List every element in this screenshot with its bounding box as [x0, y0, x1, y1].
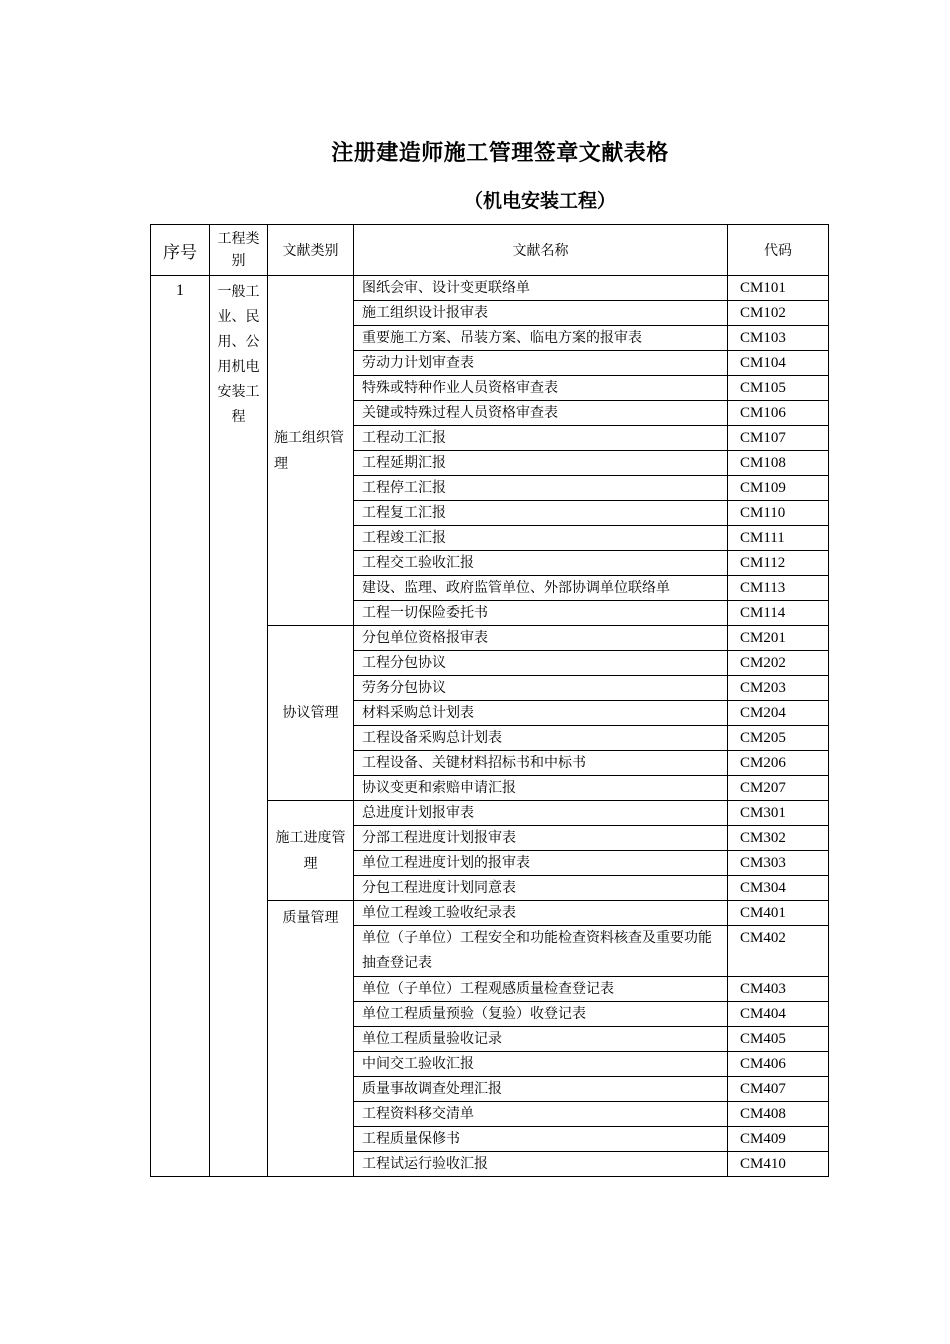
- doc-code-cell: CM408: [728, 1102, 829, 1127]
- category-schedule: 施工进度管理: [268, 801, 354, 901]
- doc-code-cell: CM405: [728, 1027, 829, 1052]
- header-doc-category: 文献类别: [268, 225, 354, 276]
- doc-code-cell: CM304: [728, 876, 829, 901]
- doc-name-cell: 分包工程进度计划同意表: [354, 876, 728, 901]
- doc-code-cell: CM402: [728, 926, 829, 977]
- doc-name-cell: 中间交工验收汇报: [354, 1052, 728, 1077]
- doc-name-cell: 工程资料移交清单: [354, 1102, 728, 1127]
- doc-code-cell: CM113: [728, 576, 829, 601]
- header-code: 代码: [728, 225, 829, 276]
- doc-code-cell: CM102: [728, 301, 829, 326]
- doc-code-cell: CM406: [728, 1052, 829, 1077]
- doc-code-cell: CM104: [728, 351, 829, 376]
- seq-cell: 1: [151, 276, 210, 1177]
- doc-name-cell: 图纸会审、设计变更联络单: [354, 276, 728, 301]
- doc-name-cell: 协议变更和索赔申请汇报: [354, 776, 728, 801]
- doc-name-cell: 施工组织设计报审表: [354, 301, 728, 326]
- category-construction-org: 施工组织管理: [268, 276, 354, 626]
- doc-code-cell: CM201: [728, 626, 829, 651]
- doc-code-cell: CM105: [728, 376, 829, 401]
- doc-code-cell: CM301: [728, 801, 829, 826]
- doc-code-cell: CM404: [728, 1002, 829, 1027]
- doc-name-cell: 总进度计划报审表: [354, 801, 728, 826]
- doc-name-cell: 工程停工汇报: [354, 476, 728, 501]
- doc-code-cell: CM401: [728, 901, 829, 926]
- doc-name-cell: 单位工程竣工验收纪录表: [354, 901, 728, 926]
- doc-code-cell: CM409: [728, 1127, 829, 1152]
- doc-name-cell: 工程交工验收汇报: [354, 551, 728, 576]
- table-row: [151, 276, 829, 301]
- doc-name-cell: 劳务分包协议: [354, 676, 728, 701]
- doc-code-cell: CM207: [728, 776, 829, 801]
- doc-code-cell: CM114: [728, 601, 829, 626]
- category-contract: 协议管理: [268, 626, 354, 801]
- doc-code-cell: CM108: [728, 451, 829, 476]
- doc-name-cell: 单位工程质量验收记录: [354, 1027, 728, 1052]
- header-doc-name: 文献名称: [354, 225, 728, 276]
- doc-code-cell: CM103: [728, 326, 829, 351]
- header-project-type: 工程类别: [210, 225, 268, 276]
- doc-code-cell: CM109: [728, 476, 829, 501]
- doc-code-cell: CM403: [728, 977, 829, 1002]
- doc-code-cell: CM110: [728, 501, 829, 526]
- doc-name-cell: 分部工程进度计划报审表: [354, 826, 728, 851]
- doc-name-cell: 工程试运行验收汇报: [354, 1152, 728, 1177]
- table-header-row: [151, 225, 829, 276]
- doc-code-cell: CM111: [728, 526, 829, 551]
- doc-code-cell: CM303: [728, 851, 829, 876]
- document-table: [150, 224, 829, 1177]
- doc-name-cell: 工程动工汇报: [354, 426, 728, 451]
- doc-name-cell: 工程设备、关键材料招标书和中标书: [354, 751, 728, 776]
- doc-name-cell: 工程延期汇报: [354, 451, 728, 476]
- category-quality: 质量管理: [268, 901, 354, 1177]
- page-subtitle: （机电安装工程）: [463, 190, 616, 212]
- doc-name-cell: 单位（子单位）工程观感质量检查登记表: [354, 977, 728, 1002]
- doc-name-cell: 工程质量保修书: [354, 1127, 728, 1152]
- doc-code-cell: CM203: [728, 676, 829, 701]
- doc-code-cell: CM410: [728, 1152, 829, 1177]
- doc-code-cell: CM407: [728, 1077, 829, 1102]
- project-type-cell: 一般工业、民用、公用机电安装工程: [210, 276, 268, 1177]
- doc-name-cell: 单位（子单位）工程安全和功能检查资料核查及重要功能抽查登记表: [354, 926, 728, 977]
- doc-name-cell: 质量事故调查处理汇报: [354, 1077, 728, 1102]
- doc-name-cell: 单位工程进度计划的报审表: [354, 851, 728, 876]
- page-title: 注册建造师施工管理签章文献表格: [331, 140, 669, 166]
- doc-name-cell: 劳动力计划审查表: [354, 351, 728, 376]
- doc-name-cell: 重要施工方案、吊装方案、临电方案的报审表: [354, 326, 728, 351]
- doc-name-cell: 工程分包协议: [354, 651, 728, 676]
- doc-name-cell: 工程一切保险委托书: [354, 601, 728, 626]
- doc-code-cell: CM202: [728, 651, 829, 676]
- doc-code-cell: CM112: [728, 551, 829, 576]
- doc-name-cell: 关键或特殊过程人员资格审查表: [354, 401, 728, 426]
- doc-name-cell: 工程竣工汇报: [354, 526, 728, 551]
- doc-name-cell: 工程设备采购总计划表: [354, 726, 728, 751]
- doc-code-cell: CM106: [728, 401, 829, 426]
- doc-name-cell: 材料采购总计划表: [354, 701, 728, 726]
- doc-name-cell: 工程复工汇报: [354, 501, 728, 526]
- doc-code-cell: CM107: [728, 426, 829, 451]
- doc-name-cell: 建设、监理、政府监管单位、外部协调单位联络单: [354, 576, 728, 601]
- header-seq: 序号: [151, 225, 210, 276]
- doc-code-cell: CM205: [728, 726, 829, 751]
- doc-code-cell: CM206: [728, 751, 829, 776]
- doc-code-cell: CM204: [728, 701, 829, 726]
- doc-name-cell: 特殊或特种作业人员资格审查表: [354, 376, 728, 401]
- doc-name-cell: 单位工程质量预验（复验）收登记表: [354, 1002, 728, 1027]
- table-body: [151, 276, 829, 1177]
- doc-code-cell: CM101: [728, 276, 829, 301]
- doc-code-cell: CM302: [728, 826, 829, 851]
- doc-name-cell: 分包单位资格报审表: [354, 626, 728, 651]
